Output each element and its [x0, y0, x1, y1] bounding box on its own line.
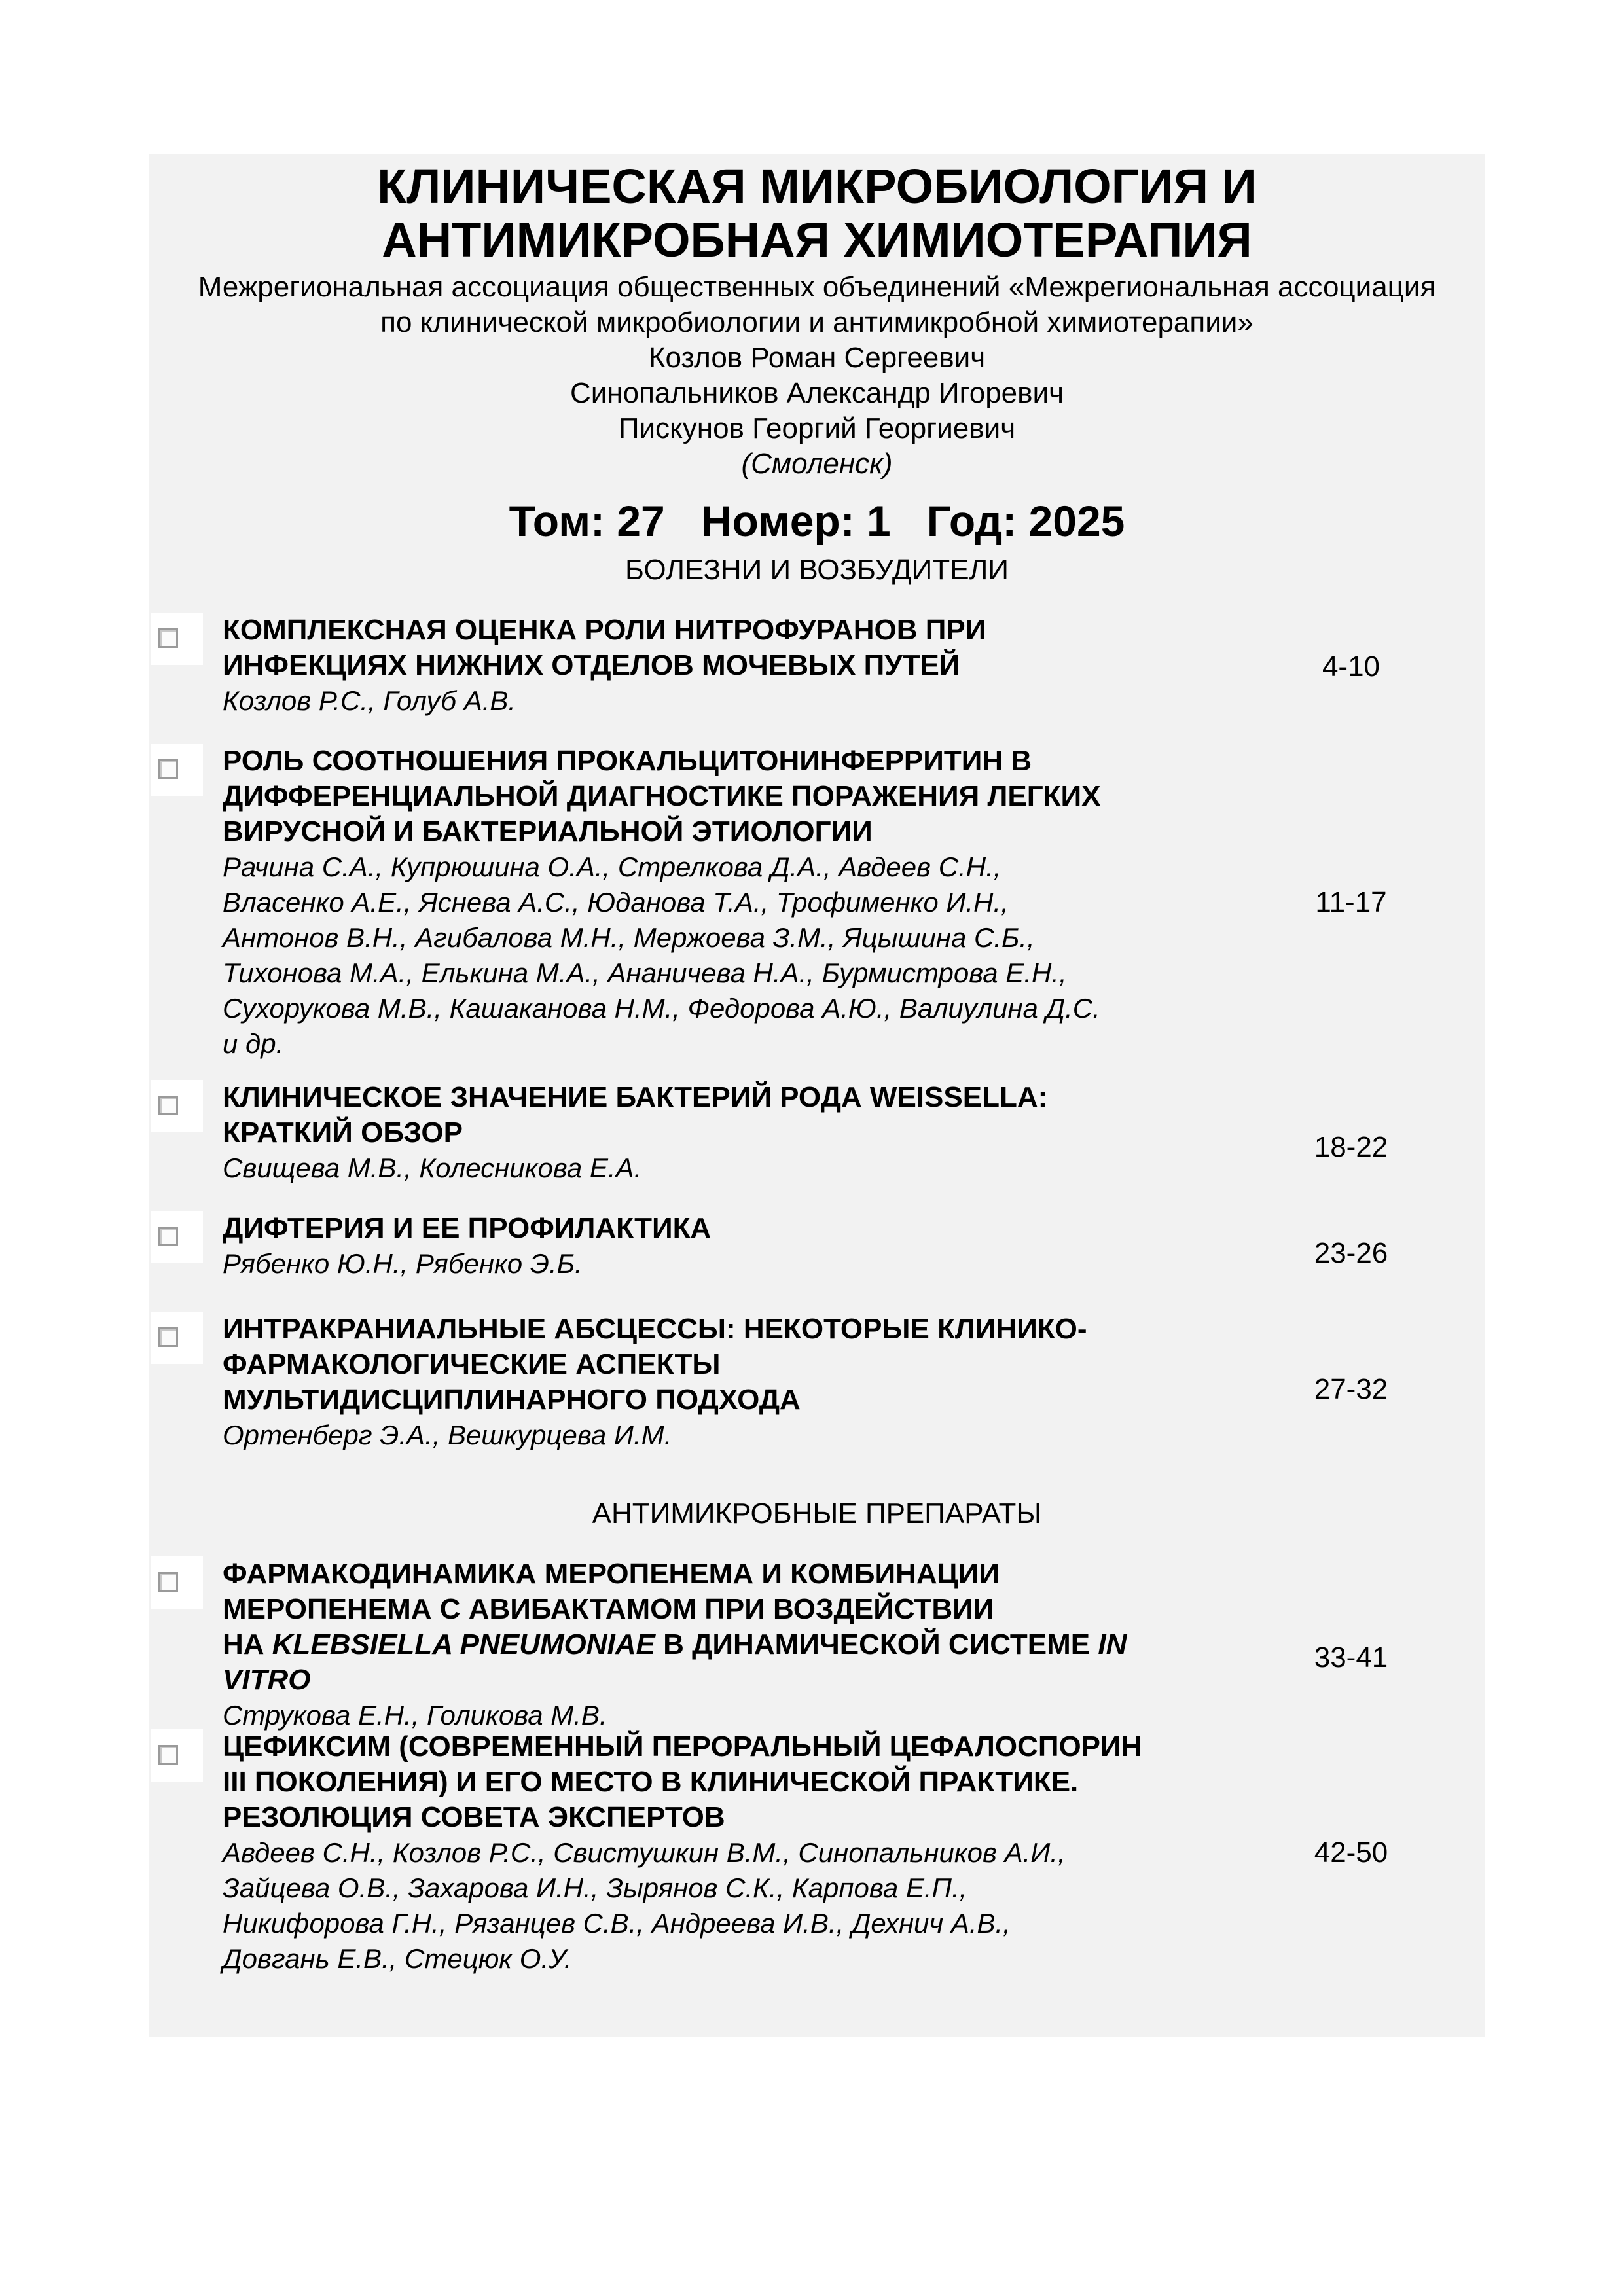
title-species-italic: KLEBSIELLA PNEUMONIAE — [272, 1628, 655, 1660]
article-title-line: КЛИНИЧЕСКОЕ ЗНАЧЕНИЕ БАКТЕРИЙ РОДА WEISSELLA: — [223, 1081, 1048, 1113]
article-title[interactable] — [223, 1312, 1244, 1418]
journal-contents-panel — [149, 154, 1485, 2037]
journal-title-line-1: КЛИНИЧЕСКАЯ МИКРОБИОЛОГИЯ И — [377, 159, 1257, 213]
article-pages: 18-22 — [1314, 1131, 1388, 1163]
article-title-line — [223, 1627, 1244, 1662]
publisher-line-2: по клинической микробиологии и антимикробной химиотерапии» — [380, 306, 1254, 338]
article-title-line: МУЛЬТИДИСЦИПЛИНАРНОГО ПОДХОДА — [223, 1384, 801, 1416]
article-title-line: РЕЗОЛЮЦИЯ СОВЕТА ЭКСПЕРТОВ — [223, 1801, 725, 1833]
article-title[interactable] — [223, 1080, 1244, 1151]
article-title[interactable] — [223, 744, 1244, 850]
article-title[interactable] — [223, 1729, 1244, 1835]
article-title-line: III ПОКОЛЕНИЯ) И ЕГО МЕСТО В КЛИНИЧЕСКОЙ ПРАКТИКЕ. — [223, 1766, 1079, 1798]
article-authors — [223, 1835, 1244, 1977]
issue-info: Том: 27 Номер: 1 Год: 2025 — [509, 497, 1125, 545]
publisher — [149, 270, 1485, 340]
authors-line: Козлов Р.С., Голуб А.В. — [223, 685, 516, 716]
article-pages: 11-17 — [1315, 886, 1387, 918]
city: (Смоленск) — [741, 448, 893, 480]
authors-line: Рачина С.А., Купрюшина О.А., Стрелкова Д.А., Авдеев С.Н., — [223, 852, 1001, 882]
article-pages: 42-50 — [1314, 1837, 1388, 1869]
section-heading-antimicrobials: АНТИМИКРОБНЫЕ ПРЕПАРАТЫ — [592, 1498, 1042, 1530]
journal-title-line-2: АНТИМИКРОБНАЯ ХИМИОТЕРАПИЯ — [382, 213, 1252, 267]
article-title-line: РОЛЬ СООТНОШЕНИЯ ПРОКАЛЬЦИТОНИНФЕРРИТИН В — [223, 745, 1032, 777]
authors-line: Сухорукова М.В., Кашаканова Н.М., Федорова А.Ю., Валиулина Д.С. — [223, 993, 1100, 1024]
select-article-checkbox[interactable] — [158, 1327, 178, 1347]
select-article-checkbox[interactable] — [158, 1745, 178, 1765]
authors-line: Свищева М.В., Колесникова Е.А. — [223, 1153, 642, 1183]
article-title-line: КОМПЛЕКСНАЯ ОЦЕНКА РОЛИ НИТРОФУРАНОВ ПРИ — [223, 614, 986, 646]
article-pages: 33-41 — [1314, 1641, 1388, 1674]
journal-header — [149, 154, 1485, 547]
select-article-checkbox[interactable] — [158, 628, 178, 648]
authors-line: Рябенко Ю.Н., Рябенко Э.Б. — [223, 1248, 583, 1279]
publisher-line-1: Межрегиональная ассоциация общественных объединений «Межрегиональная ассоциация — [198, 271, 1436, 303]
article-title[interactable] — [223, 1211, 1244, 1246]
article-pages: 23-26 — [1314, 1237, 1388, 1269]
editor-1: Козлов Роман Сергеевич — [648, 342, 986, 374]
title-text: НА — [223, 1628, 272, 1660]
article-title-line: ФАРМАКОЛОГИЧЕСКИЕ АСПЕКТЫ — [223, 1348, 721, 1380]
article-title-line: ДИФФЕРЕНЦИАЛЬНОЙ ДИАГНОСТИКЕ ПОРАЖЕНИЯ ЛЕГКИХ — [223, 780, 1101, 812]
authors-line: Тихонова М.А., Елькина М.А., Ананичева Н.А., Бурмистрова Е.Н., — [223, 958, 1067, 988]
select-article-checkbox[interactable] — [158, 1096, 178, 1115]
authors-line: Зайцева О.В., Захарова И.Н., Зырянов С.К., Карпова Е.П., — [223, 1873, 967, 1903]
article-authors — [223, 1418, 1244, 1453]
authors-line: Авдеев С.Н., Козлов Р.С., Свистушкин В.М., Синопальников А.И., — [223, 1837, 1066, 1868]
authors-line: Ортенберг Э.А., Вешкурцева И.М. — [223, 1420, 672, 1450]
authors-line: Струкова Е.Н., Голикова М.В. — [223, 1700, 607, 1731]
authors-line: Довгань Е.В., Стецюк О.У. — [223, 1943, 572, 1974]
authors-line: Антонов В.Н., Агибалова М.Н., Мержоева З.М., Яцышина С.Б., — [223, 922, 1035, 953]
article-authors — [223, 1698, 1244, 1733]
select-article-checkbox[interactable] — [158, 759, 178, 779]
article-authors — [223, 1246, 1244, 1282]
article-title-line: ДИФТЕРИЯ И ЕЕ ПРОФИЛАКТИКА — [223, 1212, 712, 1244]
article-title-line: ИНТРАКРАНИАЛЬНЫЕ АБСЦЕССЫ: НЕКОТОРЫЕ КЛИНИКО- — [223, 1313, 1087, 1345]
article-authors — [223, 850, 1244, 1062]
journal-title — [149, 160, 1485, 267]
article-title-line: КРАТКИЙ ОБЗОР — [223, 1117, 463, 1149]
editor-2: Синопальников Александр Игоревич — [569, 377, 1064, 409]
authors-line: Никифорова Г.Н., Рязанцев С.В., Андреева И.В., Дехнич А.В., — [223, 1908, 1011, 1939]
title-in-vitro-italic: IN — [1098, 1628, 1127, 1660]
title-in-vitro-italic: VITRO — [223, 1664, 311, 1696]
article-title-line: ФАРМАКОДИНАМИКА МЕРОПЕНЕМА И КОМБИНАЦИИ — [223, 1558, 1000, 1590]
article-pages: 4-10 — [1322, 651, 1380, 683]
editor-3: Пискунов Георгий Георгиевич — [618, 412, 1016, 444]
select-article-checkbox[interactable] — [158, 1227, 178, 1246]
article-title-line: МЕРОПЕНЕМА С АВИБАКТАМОМ ПРИ ВОЗДЕЙСТВИИ — [223, 1593, 994, 1625]
article-title-line: ЦЕФИКСИМ (СОВРЕМЕННЫЙ ПЕРОРАЛЬНЫЙ ЦЕФАЛОСПОРИН — [223, 1731, 1142, 1763]
article-pages: 27-32 — [1314, 1373, 1388, 1405]
authors-line: и др. — [223, 1028, 284, 1059]
section-heading-diseases: БОЛЕЗНИ И ВОЗБУДИТЕЛИ — [624, 554, 1009, 586]
article-title[interactable] — [223, 1556, 1244, 1698]
title-text: В ДИНАМИЧЕСКОЙ СИСТЕМЕ — [655, 1628, 1098, 1660]
article-title-line: ИНФЕКЦИЯХ НИЖНИХ ОТДЕЛОВ МОЧЕВЫХ ПУТЕЙ — [223, 649, 960, 681]
article-title[interactable] — [223, 613, 1244, 683]
article-authors — [223, 1151, 1244, 1186]
authors-line: Власенко А.Е., Яснева А.С., Юданова Т.А., Трофименко И.Н., — [223, 887, 1009, 918]
select-article-checkbox[interactable] — [158, 1572, 178, 1592]
article-title-line: ВИРУСНОЙ И БАКТЕРИАЛЬНОЙ ЭТИОЛОГИИ — [223, 816, 873, 848]
article-authors — [223, 683, 1244, 719]
